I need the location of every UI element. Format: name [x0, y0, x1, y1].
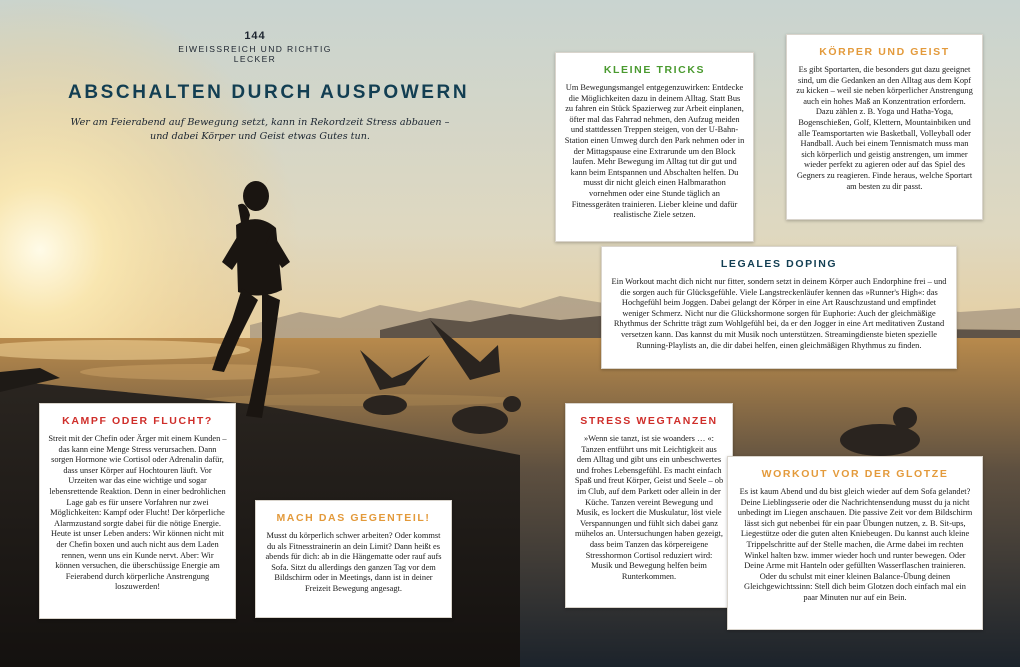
box-text-stress-wegtanzen: »Wenn sie tanzt, ist sie woanders … «: Tanzen entführt uns mit Leichtigkeit aus dem Alltag und gibt uns ein unbeschwertes und frohes Lebensgefühl. Es macht einfach Spaß und freut Körper, Geist und Seele – ob im Club, auf dem Parkett oder allein in der Küche. Tanzen vereint Bewegung und Musik, es lockert die Muskulatur, löst viele Verspannungen und fühlt sich dabei ganz mühelos an. Untersuchungen haben gezeigt, dass beim Tanzen das körpereigene Stresshormon Cortisol reduziert wird: Musik und Bewegung helfen beim Runterkommen. — [574, 434, 724, 581]
box-koerper-und-geist — [786, 34, 983, 220]
article-lead: Wer am Feierabend auf Bewegung setzt, kann in Rekordzeit Stress abbauen – und dabei Körper und Geist etwas Gutes tun. — [70, 117, 450, 142]
box-title-mach-das-gegenteil: MACH DAS GEGENTEIL! — [276, 512, 431, 524]
box-kampf-oder-flucht — [39, 403, 236, 619]
box-kleine-tricks — [555, 52, 754, 242]
box-title-legales-doping: LEGALES DOPING — [720, 258, 838, 270]
box-text-kleine-tricks: Um Bewegungsmangel entgegenzuwirken: Entdecke die Möglichkeiten dazu in deinem Alltag. Statt Bus zu fahren ein Stück Spazierweg zur Arbeit einplanen, öfter mal das Fahrrad nehmen, den Aufzug meiden und stattdessen Treppen steigen, von der U-Bahn-Station einen Umweg durch den Park nehmen oder in der Mittagspause eine Extrarunde um den Block laufen. Mehr Bewegung im Alltag tut dir gut und kann beim Entspannen und Abschalten helfen. Du musst dir nicht gleich einen Halbmarathon vornehmen oder eine Stunde täglich an Fitnessgeräten trainieren. Lieber kleine und dafür realistische Ziele setzen. — [564, 83, 745, 220]
box-title-kampf-oder-flucht: KAMPF ODER FLUCHT? — [62, 415, 213, 427]
box-text-legales-doping: Ein Workout macht dich nicht nur fitter, sondern setzt in deinem Körper auch Endorphine frei – und die sorgen auch für Glücksgefühle. Viele Langstreckenläufer kennen das »Runner's High«: das Hochgefühl beim Joggen. Dabei gelangt der Körper in eine Art Rauschzustand und empfindet weniger Schmerz. Nicht nur die Glückshormone sorgen für Euphorie: Auch der gleichmäßige Rhythmus der Schritte trägt zum Wohlgefühl bei, da er den Jogger in eine Art meditativen Zustand versetzen kann. Das kannst du mit Musik noch unterstützen. Streamingdienste bieten spezielle Running-Playlists an, die dir dabei helfen, einen gleichmäßigen Rhythmus zu finden. — [611, 277, 947, 350]
box-mach-das-gegenteil — [255, 500, 452, 618]
box-stress-wegtanzen — [565, 403, 733, 608]
box-text-kampf-oder-flucht: Streit mit der Chefin oder Ärger mit einem Kunden – das kann eine Menge Stress verursachen. Dann sorgen Hormone wie Cortisol oder Adrenalin dafür, dass unser Körper auf Hochtouren läuft. Vor Urzeiten war das eine wichtige und sogar lebensrettende Reaktion. Denn in einer bedrohlichen Lage gab es für unsere Vorfahren nur zwei Möglichkeiten: Kampf oder Flucht! Der körperliche Alarmzustand sorgte dabei für die nötige Energie. Heute ist unser Leben anders: Wir können nicht mit der Chefin boxen und auch nicht aus dem Laden rennen, wenn uns ein Kunde nervt. Aber: Wir können versuchen, die überschüssige Energie am Feierabend durch körperliche Anstrengung loszuwerden! — [48, 434, 227, 592]
box-text-workout-vor-der-glotze: Es ist kaum Abend und du bist gleich wieder auf dem Sofa gelandet? Deine Lieblingsserie oder die Nachrichtensendung musst du ja nicht unbedingt im Liegen anschauen. Die passive Zeit vor dem Bildschirm lässt sich gut nebenbei für ein paar Übungen nutzen, z. B. Sit-ups, Liegestütze oder die guten alten Kniebeugen. Du kannst auch kleine Trippelschritte auf der Stelle machen, die Arme dabei im rechten Winkel halten bzw. immer wieder hoch und runter bewegen. Oder Deine Arme mit Hanteln oder gefüllten Wasserflaschen trainieren. Oder du schulst mit einer kleinen Balance-Übung deinen Gleichgewichtssinn: Stell dich beim Glotzen doch einfach mal ein paar Minuten nur auf ein Bein. — [737, 487, 973, 602]
running-head: EIWEISSREICH UND RICHTIG LECKER — [178, 44, 332, 64]
box-text-mach-das-gegenteil: Musst du körperlich schwer arbeiten? Oder kommst du als Fitnesstrainerin an dein Limit? Dann heißt es abends für dich: ab in die Hängematte oder rauf aufs Sofa. Sitzt du allerdings den ganzen Tag vor dem Bildschirm oder in Meetings, dann ist in deiner Freizeit Bewegung angesagt. — [265, 531, 442, 593]
article-title: ABSCHALTEN DURCH AUSPOWERN — [68, 82, 470, 103]
box-title-koerper-und-geist: KÖRPER UND GEIST — [819, 46, 950, 58]
box-title-stress-wegtanzen: STRESS WEGTANZEN — [580, 415, 718, 427]
box-legales-doping — [601, 246, 957, 369]
box-title-kleine-tricks: KLEINE TRICKS — [603, 64, 706, 76]
box-title-workout-vor-der-glotze: WORKOUT VOR DER GLOTZE — [761, 468, 949, 480]
page-number: 144 — [244, 30, 266, 42]
box-workout-vor-der-glotze — [727, 456, 983, 630]
box-text-koerper-und-geist: Es gibt Sportarten, die besonders gut dazu geeignet sind, um die Gedanken an den Alltag aus dem Kopf zu kicken – weil sie neben körperlicher Anstrengung auch ein hohes Maß an Konzentration erfordern. Dazu zählen z. B. Yoga und Hatha-Yoga, Bogenschießen, Golf, Klettern, Mountainbiken und alle Teamsportarten wie Basketball, Volleyball oder Handball. Auch bei einem Tennismatch muss man sich körperlich und geistig anstrengen, um immer wieder perfekt zu agieren oder auf das Spiel des Gegners zu reagieren. Finde heraus, welche Sportart am besten zu dir passt. — [796, 65, 973, 191]
